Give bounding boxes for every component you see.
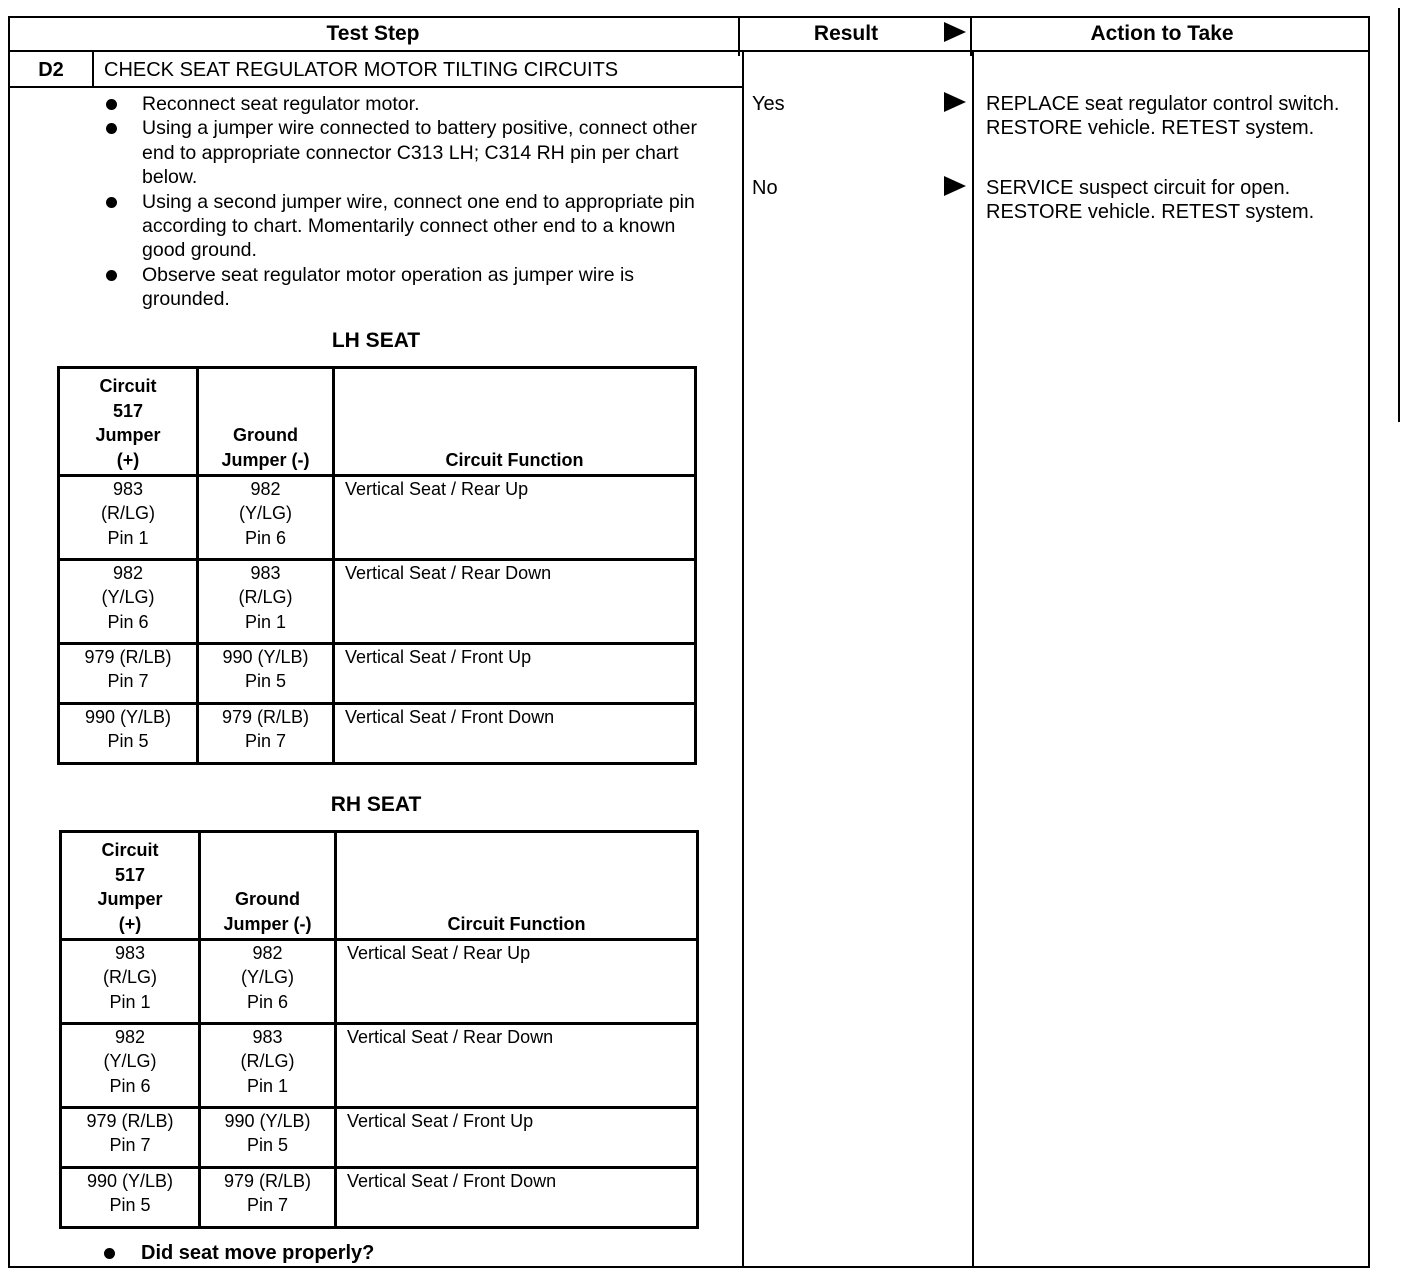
instruction-item: Using a second jumper wire, connect one end to appropriate pin according to chart. Momentarily connect other end to a known good ground. <box>100 190 720 263</box>
step-title-underline <box>8 86 742 88</box>
header-result: Result <box>813 22 879 45</box>
result-arrow-icon <box>944 92 966 112</box>
rh-seat-table <box>59 830 699 1229</box>
instruction-item: Observe seat regulator motor operation as jumper wire is grounded. <box>100 263 720 312</box>
bullet-icon <box>106 99 117 110</box>
action-yes: REPLACE seat regulator control switch. RESTORE vehicle. RETEST system. <box>986 93 1340 140</box>
table-row: 983 (R/LG) Pin 1 982 (Y/LG) Pin 6 Vertical Seat / Rear Up <box>59 476 696 560</box>
bullet-icon <box>106 123 117 134</box>
step-id: D2 <box>38 59 64 81</box>
result-yes: Yes <box>752 93 785 115</box>
header-divider <box>8 50 1370 52</box>
col-header-ground: Ground Jumper (-) <box>200 832 336 940</box>
column-divider-action-body <box>972 50 974 1268</box>
table-row: 982 (Y/LG) Pin 6 983 (R/LG) Pin 1 Vertical Seat / Rear Down <box>61 1024 698 1108</box>
header-test-step: Test Step <box>326 22 420 45</box>
instruction-item: Reconnect seat regulator motor. <box>100 92 720 116</box>
col-header-ground: Ground Jumper (-) <box>198 368 334 476</box>
margin-rule <box>1398 8 1400 422</box>
step-instructions <box>100 92 720 312</box>
rh-seat-title: RH SEAT <box>330 793 422 816</box>
lh-seat-title: LH SEAT <box>331 329 421 352</box>
table-row: 979 (R/LB) Pin 7 990 (Y/LB) Pin 5 Vertical Seat / Front Up <box>59 644 696 704</box>
col-header-function: Circuit Function <box>336 832 698 940</box>
column-divider-result-body <box>742 50 744 1268</box>
table-row: 990 (Y/LB) Pin 5 979 (R/LB) Pin 7 Vertical Seat / Front Down <box>59 704 696 764</box>
col-header-function: Circuit Function <box>334 368 696 476</box>
step-question: Did seat move properly? <box>104 1240 374 1266</box>
table-row: 982 (Y/LG) Pin 6 983 (R/LG) Pin 1 Vertical Seat / Rear Down <box>59 560 696 644</box>
bullet-icon <box>106 197 117 208</box>
step-title: CHECK SEAT REGULATOR MOTOR TILTING CIRCUITS <box>104 59 619 81</box>
lh-seat-table <box>57 366 697 765</box>
table-row: 979 (R/LB) Pin 7 990 (Y/LB) Pin 5 Vertical Seat / Front Up <box>61 1108 698 1168</box>
table-row: 983 (R/LG) Pin 1 982 (Y/LG) Pin 6 Vertical Seat / Rear Up <box>61 940 698 1024</box>
bullet-icon <box>104 1248 115 1259</box>
col-header-plus: Circuit 517 Jumper (+) <box>59 368 198 476</box>
table-row: 990 (Y/LB) Pin 5 979 (R/LB) Pin 7 Vertical Seat / Front Down <box>61 1168 698 1228</box>
header-action: Action to Take <box>1090 22 1234 45</box>
col-header-plus: Circuit 517 Jumper (+) <box>61 832 200 940</box>
step-id-divider <box>92 50 94 88</box>
result-no: No <box>752 177 778 199</box>
result-arrow-icon <box>944 176 966 196</box>
instruction-item: Using a jumper wire connected to battery positive, connect other end to appropriate connector C313 LH; C314 RH pin per chart below. <box>100 116 720 189</box>
action-no: SERVICE suspect circuit for open. RESTORE vehicle. RETEST system. <box>986 177 1315 224</box>
bullet-icon <box>106 270 117 281</box>
header-arrow-icon <box>944 22 966 42</box>
